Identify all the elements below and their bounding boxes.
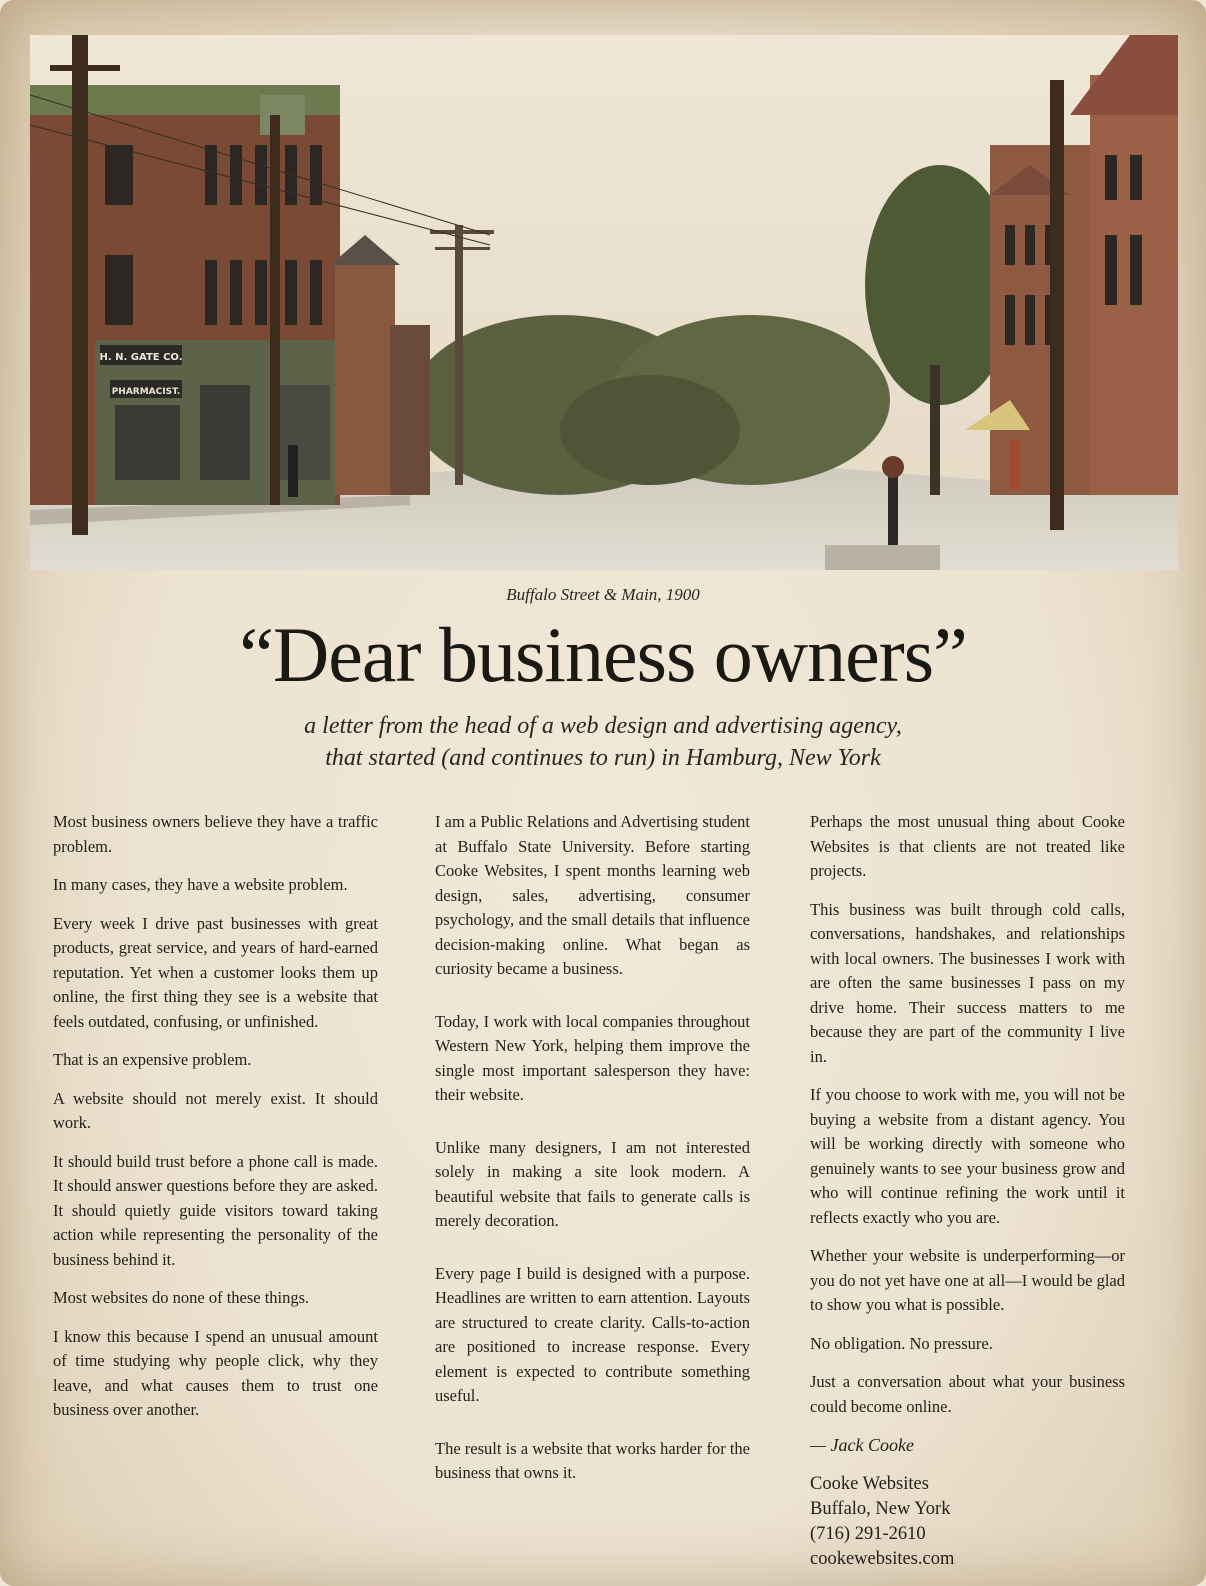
letter-column-2 <box>435 810 750 1500</box>
paragraph: Perhaps the most unusual thing about Cooke Websites is that clients are not treated like projects. <box>810 812 1125 880</box>
paragraph: Today, I work with local companies throughout Western New York, helping them improve the single most important salesperson they have: their website. <box>435 1011 750 1104</box>
paragraph: The result is a website that works harder for the business that owns it. <box>435 1438 750 1482</box>
paragraph: I know this because I spend an unusual amount of time studying why people click, why they leave, and what causes them to trust one business over another. <box>53 1326 378 1419</box>
paragraph: It should build trust before a phone call is made. It should answer questions before they are asked. It should quietly guide visitors toward taking action while representing the personality of the business behind it. <box>53 1151 378 1269</box>
paragraph: Most business owners believe they have a traffic problem. <box>53 812 378 856</box>
subheadline-line-2: that started (and continues to run) in Hamburg, New York <box>325 745 881 771</box>
paragraph: This business was built through cold calls, conversations, handshakes, and relationships with local owners. The businesses I work with are often the same businesses I pass on my drive home. Their success matters to me because they are part of the community I live in. <box>810 899 1125 1066</box>
paragraph: Most websites do none of these things. <box>53 1288 310 1307</box>
sign-pharmacist: PHARMACIST. <box>111 387 181 397</box>
paragraph: Unlike many designers, I am not interested solely in making a site look modern. A beautiful website that fails to generate calls is merely decoration. <box>435 1137 750 1230</box>
paragraph: I am a Public Relations and Advertising student at Buffalo State University. Before starting Cooke Websites, I spent months learning web design, sales, advertising, consumer psychology, and the small details that influence decision-making online. What began as curiosity became a business. <box>435 812 750 978</box>
sign-gate-co: H. N. GATE CO. <box>99 352 183 363</box>
paragraph: Every week I drive past businesses with great products, great service, and years of hard-earned reputation. Yet when a customer looks them up online, the first thing they see is a website that feels outdated, confusing, or unfinished. <box>53 913 378 1031</box>
letter-column-1 <box>53 810 378 1437</box>
paragraph: Whether your website is underperforming—or you do not yet have one at all—I would be glad to show you what is possible. <box>810 1246 1125 1314</box>
website-url: cookewebsites.com <box>810 1548 955 1569</box>
paragraph: If you choose to work with me, you will not be buying a website from a distant agency. You will be working directly with someone who genuinely wants to see your business grow and who will continue refining the work until it reflects exactly who you are. <box>810 1085 1125 1227</box>
letter-column-3 <box>810 810 1125 1572</box>
paragraph: Just a conversation about what your business could become online. <box>810 1372 1125 1416</box>
subheadline-line-1: a letter from the head of a web design and advertising agency, <box>304 713 902 739</box>
paragraph: A website should not merely exist. It should work. <box>53 1088 378 1132</box>
headline: “Dear business owners” <box>239 611 967 698</box>
subheadline <box>0 710 1206 774</box>
paragraph: That is an expensive problem. <box>53 1050 252 1069</box>
photo-caption: Buffalo Street & Main, 1900 <box>506 585 700 604</box>
paragraph: Every page I build is designed with a purpose. Headlines are written to earn attention. Layouts are structured to create clarity. Calls-to-action are positioned to increase response. Every element is expected to contribute something useful. <box>435 1263 750 1405</box>
company-location: Buffalo, New York <box>810 1498 951 1519</box>
paragraph: No obligation. No pressure. <box>810 1333 993 1353</box>
historic-street-photo <box>30 35 1178 570</box>
phone-number: (716) 291-2610 <box>810 1523 926 1544</box>
company-name: Cooke Websites <box>810 1473 929 1494</box>
contact-block <box>810 1472 1125 1572</box>
paragraph: In many cases, they have a website problem. <box>53 875 348 894</box>
signature: — Jack Cooke <box>810 1435 914 1455</box>
